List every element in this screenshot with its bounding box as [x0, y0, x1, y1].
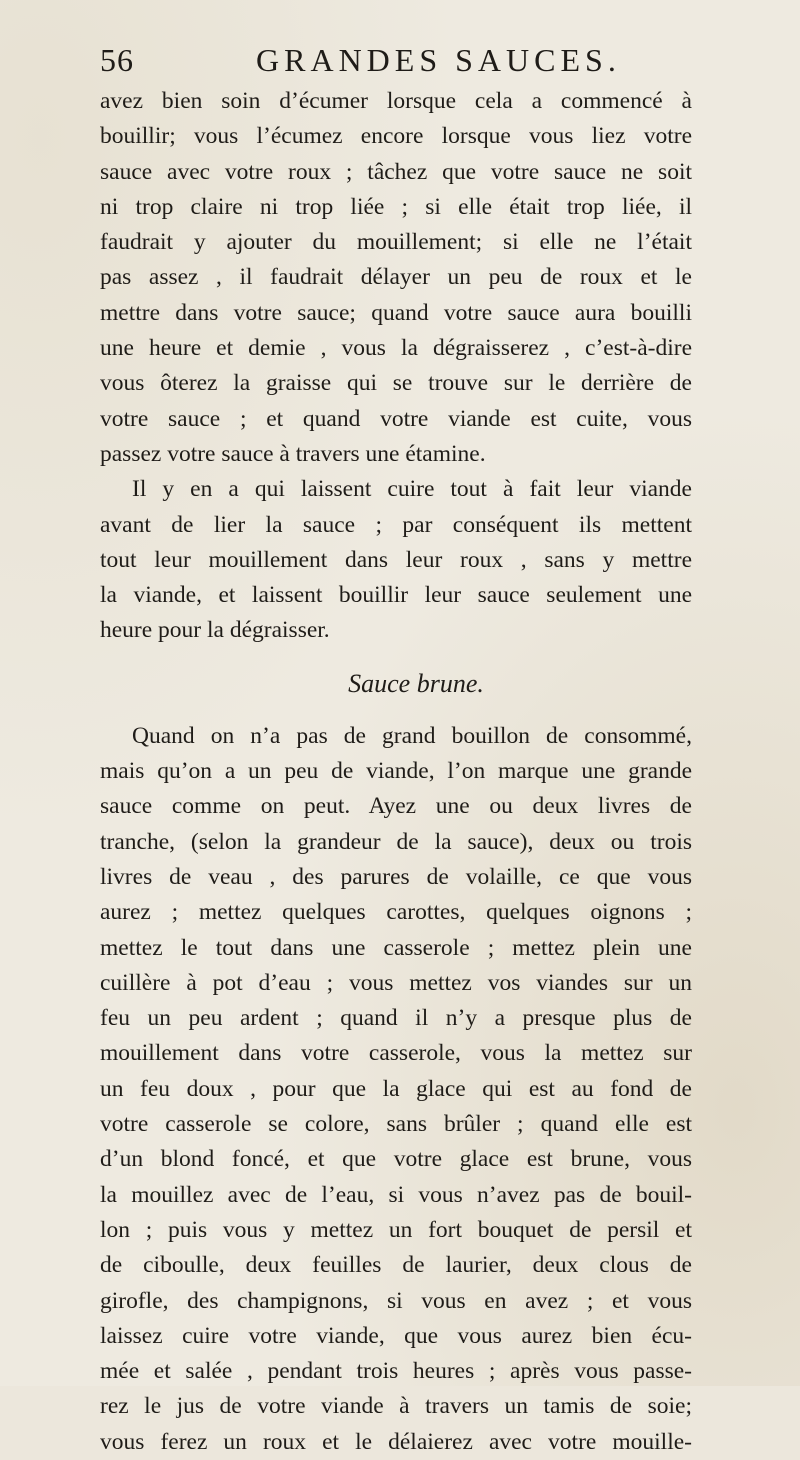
- paragraph-sauce-brune: [100, 719, 692, 1460]
- text-line: votre casserole se colore, sans brûler ; quand elle est: [100, 1111, 692, 1138]
- text-line: sauce avec votre roux ; tâchez que votre sauce ne soit: [100, 158, 692, 185]
- text-line: passez votre sauce à travers une étamine.: [100, 440, 486, 467]
- text-line: avant de lier la sauce ; par conséquent ils mettent: [100, 511, 692, 538]
- text-line: aurez ; mettez quelques carottes, quelques oignons ;: [100, 899, 692, 926]
- text-line: avez bien soin d’écumer lorsque cela a commencé à: [100, 88, 692, 114]
- text-line: pas assez , il faudrait délayer un peu de roux et le: [100, 264, 692, 291]
- text-line: cuillère à pot d’eau ; vous mettez vos viandes sur un: [100, 969, 692, 996]
- text-line: feu un peu ardent ; quand il n’y a presque plus de: [100, 1005, 692, 1032]
- text-line: une heure et demie , vous la dégraisserez , c’est-à-dire: [100, 335, 692, 362]
- text-line: mais qu’on a un peu de viande, l’on marque une grande: [100, 758, 692, 785]
- text-line: la viande, et laissent bouillir leur sauce seulement une: [100, 582, 692, 609]
- text-line: de ciboulle, deux feuilles de laurier, deux clous de: [100, 1252, 692, 1279]
- text-line: sauce comme on peut. Ayez une ou deux livres de: [100, 793, 692, 820]
- page-number: 56: [100, 42, 134, 78]
- text-line: lon ; puis vous y mettez un fort bouquet de persil et: [100, 1216, 692, 1243]
- text-line: votre sauce ; et quand votre viande est cuite, vous: [100, 405, 692, 432]
- text-line: tout leur mouillement dans leur roux , sans y mettre: [100, 546, 692, 573]
- text-line: ni trop claire ni trop liée ; si elle était trop liée, il: [100, 193, 692, 220]
- text-line: bouillir; vous l’écumez encore lorsque vous liez votre: [100, 123, 692, 150]
- text-line: girofle, des champignons, si vous en avez ; et vous: [100, 1287, 692, 1314]
- text-line: mouillement dans votre casserole, vous la mettez sur: [100, 1040, 692, 1067]
- text-line: un feu doux , pour que la glace qui est au fond de: [100, 1075, 692, 1102]
- text-line: Il y en a qui laissent cuire tout à fait leur viande: [132, 476, 692, 503]
- text-line: vous ôterez la graisse qui se trouve sur le derrière de: [100, 370, 692, 397]
- running-title: GRANDES SAUCES.: [256, 42, 621, 78]
- body-text: [100, 84, 692, 1460]
- text-line: Quand on n’a pas de grand bouillon de consommé,: [132, 722, 692, 749]
- text-line: mettre dans votre sauce; quand votre sauce aura bouilli: [100, 299, 692, 326]
- paragraph-skimming: [100, 84, 692, 472]
- text-line: mettez le tout dans une casserole ; mettez plein une: [100, 934, 692, 961]
- text-line: tranche, (selon la grandeur de la sauce), deux ou trois: [100, 828, 692, 855]
- paragraph-alternative-method: [100, 472, 692, 648]
- section-title: Sauce brune.: [348, 668, 484, 698]
- text-line: heure pour la dégraisser.: [100, 617, 330, 644]
- text-line: laissez cuire votre viande, que vous aurez bien écu-: [100, 1322, 692, 1349]
- text-line: mée et salée , pendant trois heures ; après vous passe-: [100, 1358, 692, 1385]
- text-line: d’un blond foncé, et que votre glace est brune, vous: [100, 1146, 692, 1173]
- text-line: rez le jus de votre viande à travers un tamis de soie;: [100, 1393, 692, 1420]
- text-line: livres de veau , des parures de volaille, ce que vous: [100, 863, 692, 890]
- text-line: vous ferez un roux et le délaierez avec votre mouille-: [100, 1428, 692, 1455]
- page-header: [100, 38, 660, 82]
- text-line: faudrait y ajouter du mouillement; si elle ne l’était: [100, 229, 692, 256]
- text-line: la mouillez avec de l’eau, si vous n’avez pas de bouil-: [100, 1181, 692, 1208]
